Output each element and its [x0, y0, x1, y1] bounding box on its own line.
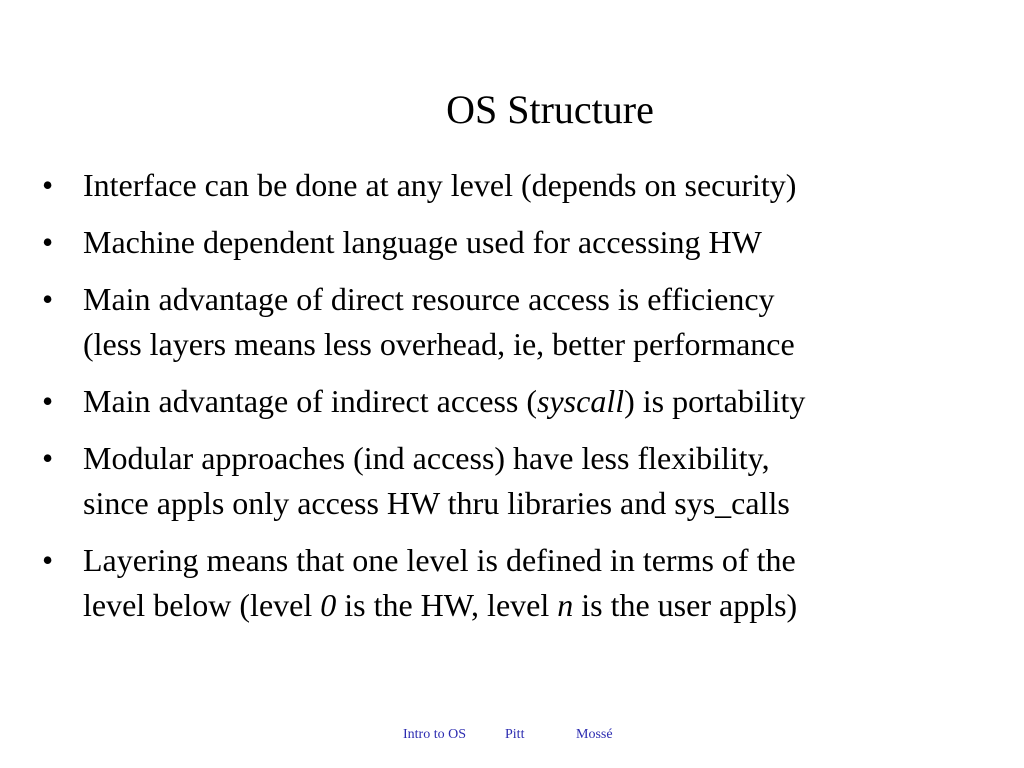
bullet-item: [42, 379, 1002, 424]
bullet-text-line: [83, 583, 1002, 628]
footer-course: Intro to OS: [403, 727, 466, 742]
bullet-text-segment: is the user appls): [573, 587, 798, 623]
bullet-text-line: Layering means that one level is defined in terms of the: [83, 542, 796, 578]
bullet-text-italic: n: [557, 587, 574, 623]
bullet-text-segment: Interface can be done at any level (depends on security): [83, 167, 797, 203]
slide-footer: [0, 726, 1024, 746]
bullet-text-line: (less layers means less overhead, ie, better performance: [83, 326, 795, 362]
footer-school: Pitt: [505, 727, 525, 742]
bullet-dot-icon: •: [42, 281, 54, 317]
bullet-list: [42, 163, 1002, 640]
bullet-item: [42, 163, 1002, 208]
bullet-text-line: since appls only access HW thru libraries and sys_calls: [83, 485, 790, 521]
bullet-text-line: Main advantage of direct resource access is efficiency: [83, 281, 775, 317]
bullet-text-segment: ) is portability: [624, 383, 806, 419]
bullet-dot-icon: •: [42, 224, 54, 260]
bullet-text: [83, 163, 1002, 208]
slide-title: OS Structure: [446, 87, 654, 132]
bullet-dot-icon: •: [42, 167, 54, 203]
bullet-dot-icon: •: [42, 542, 54, 578]
bullet-item: [42, 436, 1002, 526]
bullet-item: [42, 277, 1002, 367]
bullet-item: [42, 538, 1002, 628]
bullet-text: [83, 379, 1002, 424]
bullet-text: [83, 220, 1002, 265]
bullet-text-line: Modular approaches (ind access) have less flexibility,: [83, 440, 770, 476]
bullet-dot-icon: •: [42, 440, 54, 476]
bullet-dot-icon: •: [42, 383, 54, 419]
bullet-text-italic: 0: [320, 587, 337, 623]
bullet-text-segment: is the HW, level: [336, 587, 558, 623]
bullet-item: [42, 220, 1002, 265]
bullet-text-italic: syscall: [537, 383, 625, 419]
bullet-text-segment: Machine dependent language used for accessing HW: [83, 224, 762, 260]
bullet-text-segment: level below (level: [83, 587, 321, 623]
bullet-text-segment: Main advantage of indirect access (: [83, 383, 538, 419]
footer-author: Mossé: [576, 727, 613, 742]
